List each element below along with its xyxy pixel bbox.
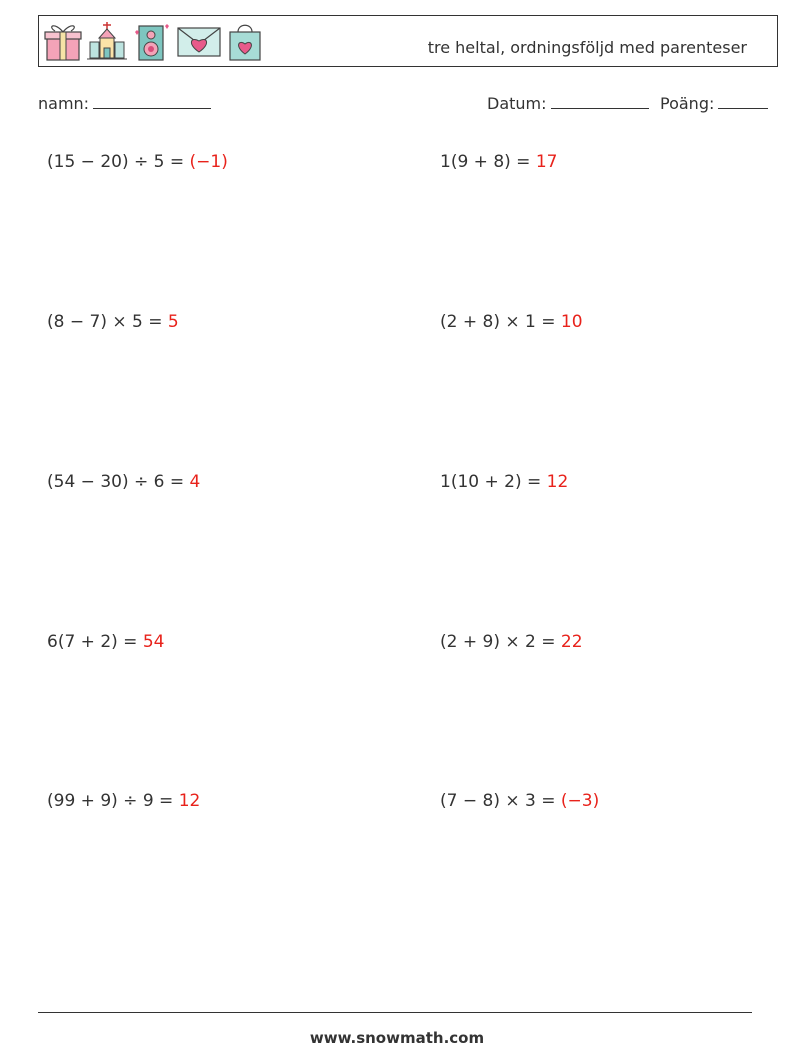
- problem-1: [47, 152, 228, 172]
- problem-9: [47, 791, 200, 811]
- church-icon: [87, 20, 127, 62]
- date-label: Datum:: [487, 94, 547, 113]
- name-blank[interactable]: [93, 94, 211, 109]
- problem-answer: 12: [546, 472, 569, 492]
- problem-expression: 6(7 + 2) =: [47, 632, 138, 652]
- problem-answer: 5: [167, 312, 179, 332]
- score-blank[interactable]: [718, 94, 768, 109]
- footer-url[interactable]: www.snowmath.com: [309, 1029, 485, 1047]
- problem-answer: 4: [189, 472, 201, 492]
- problem-answer: 54: [142, 632, 165, 652]
- problem-expression: 1(10 + 2) =: [440, 472, 542, 492]
- footer-divider: [38, 1012, 752, 1013]
- problem-answer: 10: [560, 312, 583, 332]
- problem-4: [440, 312, 583, 332]
- problem-expression: (15 − 20) ÷ 5 =: [47, 152, 185, 172]
- speaker-icon: [133, 20, 173, 62]
- problem-2: [440, 152, 557, 172]
- problem-expression: (99 + 9) ÷ 9 =: [47, 791, 174, 811]
- score-label: Poäng:: [660, 94, 715, 113]
- problem-answer: (−1): [189, 152, 228, 172]
- problem-expression: (8 − 7) × 5 =: [47, 312, 163, 332]
- score-field: [660, 94, 768, 113]
- problem-expression: (7 − 8) × 3 =: [440, 791, 556, 811]
- problem-expression: (2 + 9) × 2 =: [440, 632, 556, 652]
- problem-expression: (54 − 30) ÷ 6 =: [47, 472, 185, 492]
- problem-answer: 12: [178, 791, 201, 811]
- worksheet-header: [38, 15, 778, 67]
- name-field: [38, 94, 211, 113]
- worksheet-title: tre heltal, ordningsföljd med parenteser: [427, 38, 747, 57]
- problem-8: [440, 632, 583, 652]
- problem-expression: 1(9 + 8) =: [440, 152, 531, 172]
- problem-5: [47, 472, 200, 492]
- date-field: [487, 94, 649, 113]
- problem-6: [440, 472, 568, 492]
- problem-7: [47, 632, 164, 652]
- problem-10: [440, 791, 599, 811]
- gift-icon: [43, 20, 83, 62]
- problem-answer: 22: [560, 632, 583, 652]
- shopping-bag-icon: [225, 20, 265, 62]
- problem-answer: 17: [535, 152, 558, 172]
- love-letter-icon: [177, 20, 221, 62]
- date-blank[interactable]: [551, 94, 649, 109]
- problem-3: [47, 312, 179, 332]
- name-label: namn:: [38, 94, 90, 113]
- problem-expression: (2 + 8) × 1 =: [440, 312, 556, 332]
- problem-answer: (−3): [560, 791, 600, 811]
